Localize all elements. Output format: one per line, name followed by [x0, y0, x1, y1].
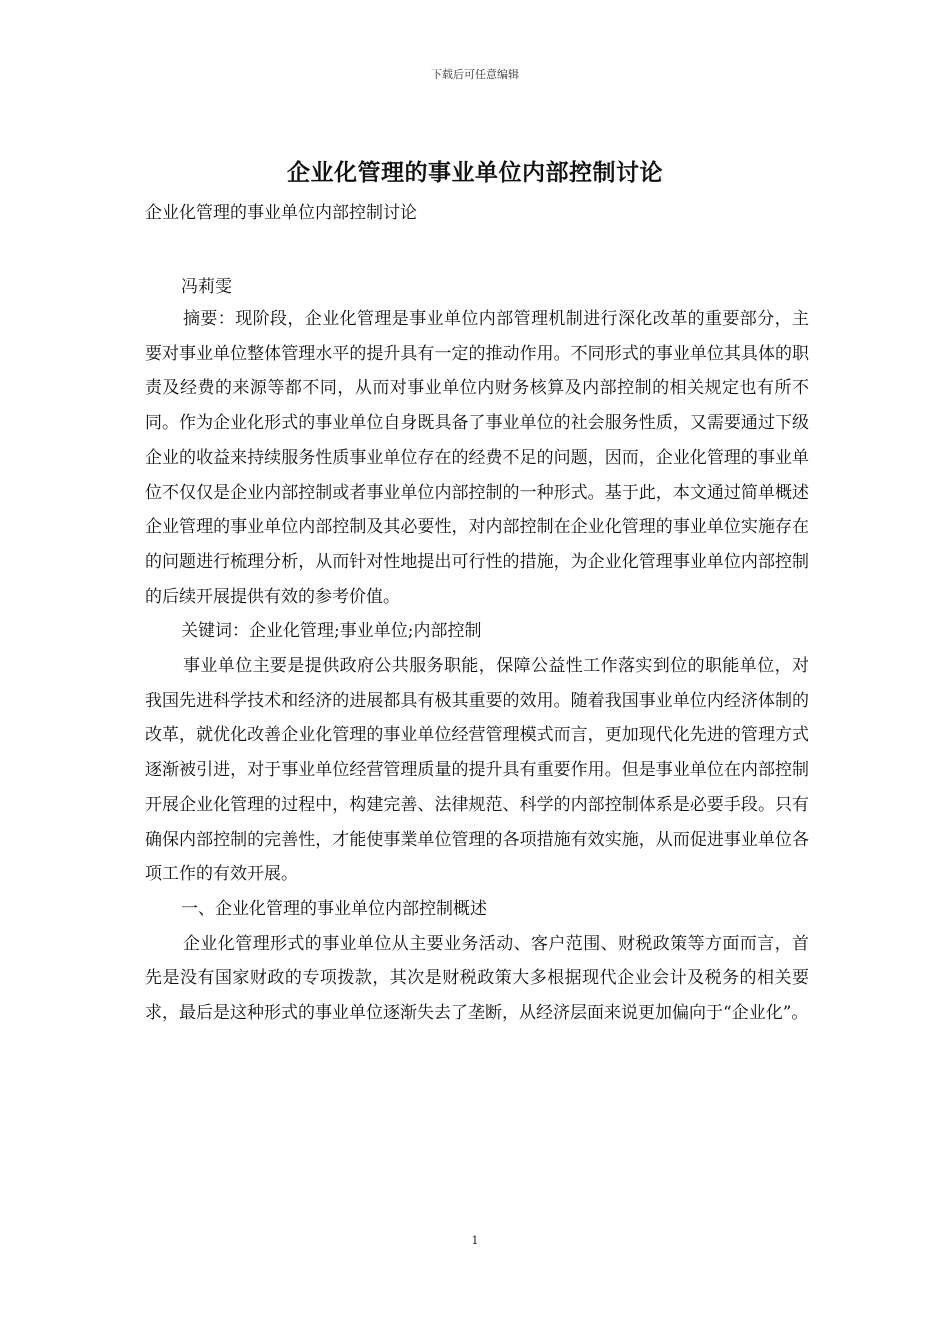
- page-number: 1: [471, 1234, 479, 1247]
- document-subtitle: 企业化管理的事业单位内部控制讨论: [145, 203, 417, 223]
- author-name: 冯莉雯: [181, 277, 232, 297]
- header-note: 下载后可任意编辑: [431, 68, 519, 81]
- section-paragraph: 企业化管理形式的事业单位从主要业务活动、客户范围、财税政策等方面而言，首先是没有国家财政的专项拨款，其次是财税政策大多根据现代企业会计及税务的相关要求，最后是这种形式的事业单位逐渐失去了垄断，从经济层面来说更加偏向于“企业化”。: [145, 933, 809, 1024]
- document-title: 企业化管理的事业单位内部控制讨论: [287, 159, 663, 186]
- document-body: [145, 198, 809, 1031]
- intro-paragraph: 事业单位主要是提供政府公共服务职能，保障公益性工作落实到位的职能单位，对我国先进科学技术和经济的进展都具有极其重要的效用。随着我国事业单位内经济体制的改革，就优化改善企业化管理的事业单位经营管理模式而言，更加现代化先进的管理方式逐渐被引进，对于事业单位经营管理质量的提升具有重要作用。但是事业单位在内部控制开展企业化管理的过程中，构建完善、法律规范、科学的内部控制体系是必要手段。只有确保内部控制的完善性，才能使事業单位管理的各项措施有效实施，从而促进事业单位各项工作的有效开展。: [145, 656, 809, 885]
- keywords-line: 关键词：企业化管理;事业单位;内部控制: [181, 621, 482, 642]
- section-heading: 一、企业化管理的事业单位内部控制概述: [181, 898, 487, 919]
- abstract-paragraph: 摘要：现阶段，企业化管理是事业单位内部管理机制进行深化改革的重要部分，主要对事业单位整体管理水平的提升具有一定的推动作用。不同形式的事业单位其具体的职责及经费的来源等都不同，从而对事业单位内财务核算及内部控制的相关规定也有所不同。作为企业化形式的事业单位自身既具备了事业单位的社会服务性质，又需要通过下级企业的收益来持续服务性质事业单位存在的经费不足的问题，因而，企业化管理的事业单位不仅仅是企业内部控制或者事业单位内部控制的一种形式。基于此，本文通过简单概述企业管理的事业单位内部控制及其必要性，对内部控制在企业化管理的事业单位实施存在的问题进行梳理分析，从而针对性地提出可行性的措施，为企业化管理事业单位内部控制的后续开展提供有效的参考价值。: [145, 309, 809, 607]
